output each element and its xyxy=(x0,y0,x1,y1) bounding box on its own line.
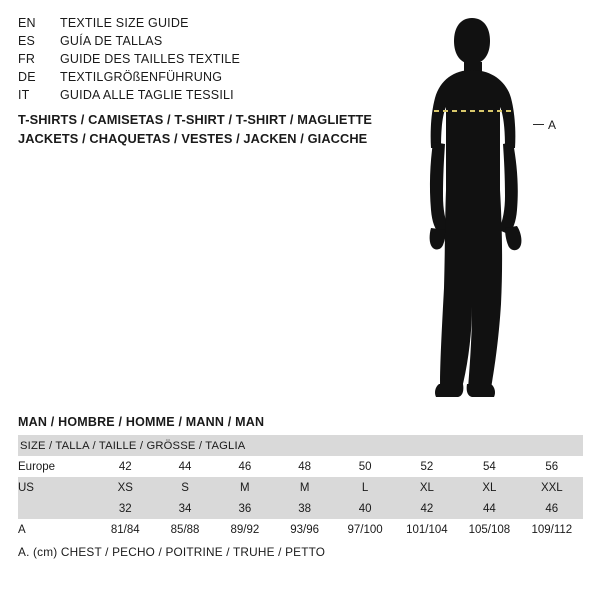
cell: 109/112 xyxy=(521,519,583,540)
language-code: IT xyxy=(18,88,30,102)
table-row xyxy=(18,498,583,519)
cell: 44 xyxy=(155,456,215,477)
cell: 42 xyxy=(396,498,458,519)
cell: 46 xyxy=(215,456,275,477)
row-label: US xyxy=(18,477,95,498)
cell: 44 xyxy=(458,498,520,519)
cell: M xyxy=(275,477,335,498)
language-row xyxy=(18,70,378,88)
language-text: TEXTILE SIZE GUIDE xyxy=(60,16,189,30)
cell: 34 xyxy=(155,498,215,519)
row-label: Europe xyxy=(18,456,95,477)
size-table-block xyxy=(18,415,583,540)
cell: 93/96 xyxy=(275,519,335,540)
cell: XXL xyxy=(521,477,583,498)
language-row xyxy=(18,52,378,70)
table-header-label: SIZE / TALLA / TAILLE / GRÖSSE / TAGLIA xyxy=(20,439,246,452)
cell: 40 xyxy=(335,498,396,519)
cell: 42 xyxy=(95,456,155,477)
language-list xyxy=(18,16,378,106)
category-jackets: JACKETS / CHAQUETAS / VESTES / JACKEN / GIACCHE xyxy=(18,131,368,146)
cell: 54 xyxy=(458,456,520,477)
language-text: GUIDE DES TAILLES TEXTILE xyxy=(60,52,241,66)
cell: M xyxy=(215,477,275,498)
cell: 50 xyxy=(335,456,396,477)
cell: 48 xyxy=(275,456,335,477)
cell: 85/88 xyxy=(155,519,215,540)
cell: 97/100 xyxy=(335,519,396,540)
size-table xyxy=(18,435,583,540)
cell: 89/92 xyxy=(215,519,275,540)
table-title: MAN / HOMBRE / HOMME / MANN / MAN xyxy=(18,415,265,429)
language-text: GUÍA DE TALLAS xyxy=(60,34,163,48)
cell: XL xyxy=(396,477,458,498)
row-label: A xyxy=(18,519,95,540)
male-silhouette-icon xyxy=(400,14,600,404)
category-tshirts: T-SHIRTS / CAMISETAS / T-SHIRT / T-SHIRT / MAGLIETTE xyxy=(18,112,373,127)
cell: S xyxy=(155,477,215,498)
language-text: TEXTILGRÖßENFÜHRUNG xyxy=(60,70,223,84)
measurement-label-a: A xyxy=(548,118,557,132)
table-header-row xyxy=(18,435,583,456)
cell: 32 xyxy=(95,498,155,519)
cell: 101/104 xyxy=(396,519,458,540)
category-headings xyxy=(18,110,398,148)
language-code: DE xyxy=(18,70,36,84)
cell: L xyxy=(335,477,396,498)
language-code: EN xyxy=(18,16,36,30)
language-row xyxy=(18,16,378,34)
row-label xyxy=(18,498,95,519)
cell: 36 xyxy=(215,498,275,519)
cell: XL xyxy=(458,477,520,498)
cell: 56 xyxy=(521,456,583,477)
table-row xyxy=(18,456,583,477)
cell: 46 xyxy=(521,498,583,519)
cell: 38 xyxy=(275,498,335,519)
table-row xyxy=(18,477,583,498)
measurement-leader-line xyxy=(533,124,544,125)
footnote: A. (cm) CHEST / PECHO / POITRINE / TRUHE / PETTO xyxy=(18,545,326,559)
cell: 105/108 xyxy=(458,519,520,540)
language-code: FR xyxy=(18,52,36,66)
cell: 52 xyxy=(396,456,458,477)
language-row xyxy=(18,88,378,106)
table-row xyxy=(18,519,583,540)
cell: XS xyxy=(95,477,155,498)
language-row xyxy=(18,34,378,52)
male-figure-illustration xyxy=(400,14,600,404)
language-code: ES xyxy=(18,34,36,48)
cell: 81/84 xyxy=(95,519,155,540)
language-text: GUIDA ALLE TAGLIE TESSILI xyxy=(60,88,234,102)
